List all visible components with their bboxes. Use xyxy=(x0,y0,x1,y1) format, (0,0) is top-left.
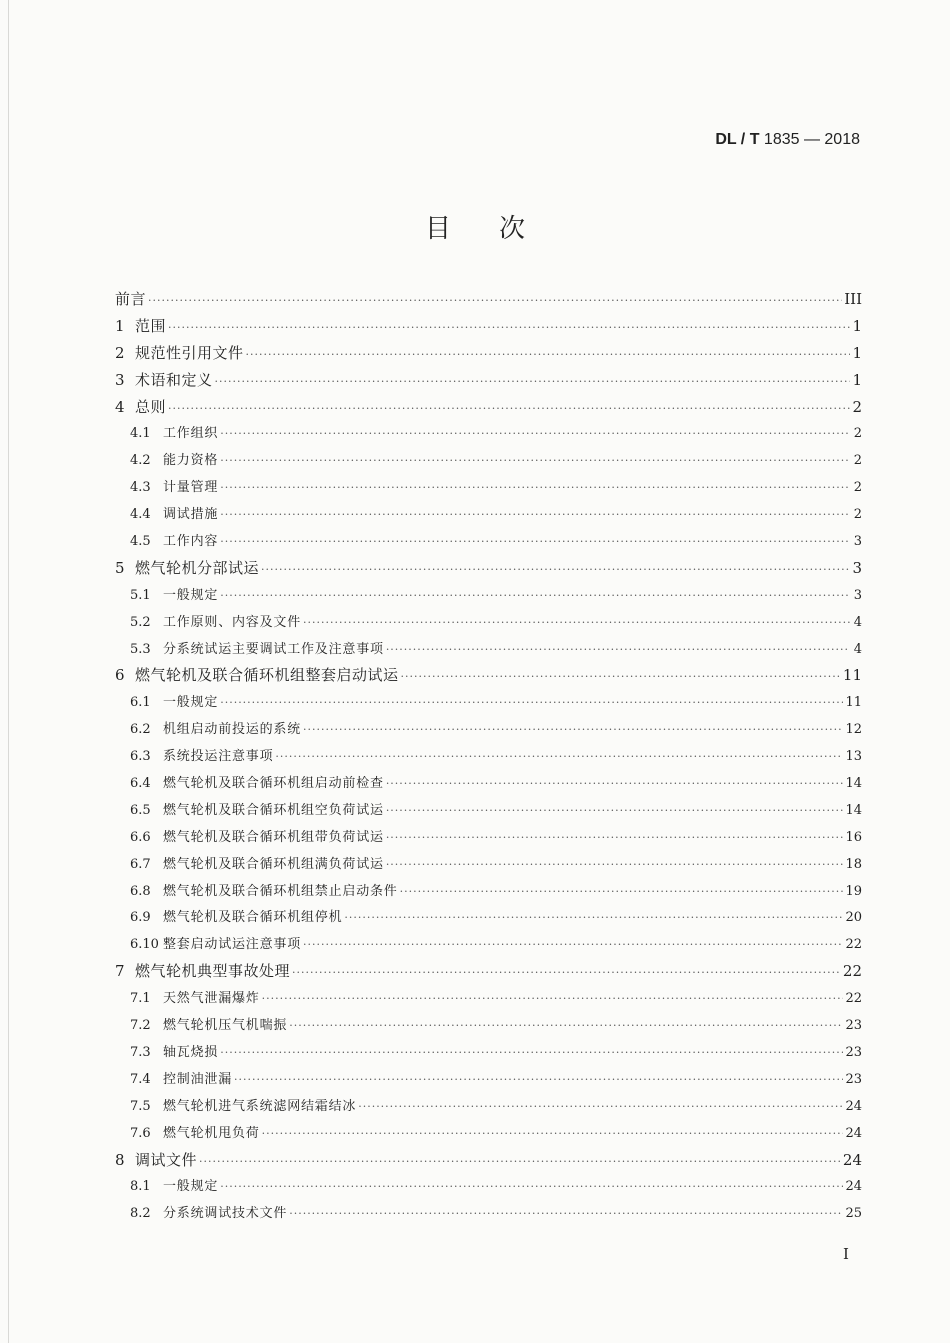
toc-leader-dots xyxy=(289,1207,843,1220)
toc-entry-number: 2 xyxy=(115,343,125,362)
toc-entry[interactable] xyxy=(115,1095,862,1122)
toc-entry[interactable] xyxy=(115,1041,862,1068)
toc-entry-number: 7 xyxy=(115,962,125,981)
toc-leader-dots xyxy=(289,1019,843,1032)
toc-entry-number: 7.5 xyxy=(130,1098,151,1114)
toc-entry-page: 23 xyxy=(845,1071,862,1087)
toc-entry-page: 1 xyxy=(852,316,862,335)
toc-leader-dots xyxy=(303,616,850,629)
toc-entry-number: 6.2 xyxy=(130,722,151,738)
toc-leader-dots xyxy=(401,670,841,683)
toc-leader-dots xyxy=(275,750,843,763)
toc-entry-page: 2 xyxy=(853,426,862,442)
toc-entry-label: 燃气轮机分部试运 xyxy=(135,558,260,577)
page-number: I xyxy=(843,1245,849,1263)
toc-entry[interactable] xyxy=(115,987,862,1014)
toc-entry[interactable] xyxy=(115,1175,862,1202)
toc-entry[interactable] xyxy=(115,422,862,449)
toc-entry[interactable] xyxy=(115,745,862,772)
toc-entry[interactable] xyxy=(115,449,862,476)
toc-leader-dots xyxy=(344,911,843,924)
toc-entry[interactable] xyxy=(115,960,862,987)
toc-entry-page: 19 xyxy=(845,883,862,899)
toc-entry[interactable] xyxy=(115,638,862,665)
toc-leader-dots xyxy=(220,589,850,602)
toc-entry[interactable] xyxy=(115,691,862,718)
toc-entry[interactable] xyxy=(115,315,862,342)
toc-entry-number: 6.3 xyxy=(130,749,151,765)
toc-entry-label: 范围 xyxy=(135,316,167,335)
toc-entry-label: 燃气轮机及联合循环机组整套启动试运 xyxy=(135,666,399,685)
toc-entry-label: 计量管理 xyxy=(163,480,219,496)
toc-entry-number: 5.3 xyxy=(130,641,151,657)
toc-leader-dots xyxy=(168,321,850,334)
toc-entry-page: 24 xyxy=(845,1125,862,1141)
toc-entry[interactable] xyxy=(115,530,862,557)
toc-entry-label: 分系统试运主要调试工作及注意事项 xyxy=(163,641,384,657)
toc-entry-number: 4.2 xyxy=(130,453,151,469)
toc-entry-number: 6.8 xyxy=(130,883,151,899)
toc-entry-page: 2 xyxy=(853,507,862,523)
toc-entry-number: 4.3 xyxy=(130,480,151,496)
toc-leader-dots xyxy=(234,1073,843,1086)
toc-leader-dots xyxy=(303,723,843,736)
toc-entry-number: 6.9 xyxy=(130,910,151,926)
toc-entry-number: 7.1 xyxy=(130,991,151,1007)
toc-entry-label: 燃气轮机及联合循环机组禁止启动条件 xyxy=(163,883,398,899)
toc-entry[interactable] xyxy=(115,369,862,396)
toc-entry-label: 天然气泄漏爆炸 xyxy=(163,991,260,1007)
toc-entry-number: 1 xyxy=(115,316,125,335)
toc-entry[interactable] xyxy=(115,880,862,907)
toc-entry-label: 控制油泄漏 xyxy=(163,1071,233,1087)
toc-entry[interactable] xyxy=(115,718,862,745)
toc-entry-label: 燃气轮机及联合循环机组停机 xyxy=(163,910,343,926)
toc-entry-label: 工作组织 xyxy=(163,426,219,442)
toc-entry-number: 5.2 xyxy=(130,614,151,630)
toc-entry-page: 13 xyxy=(845,749,862,765)
toc-leader-dots xyxy=(386,643,850,656)
toc-entry-label: 燃气轮机及联合循环机组满负荷试运 xyxy=(163,856,384,872)
toc-entry[interactable] xyxy=(115,611,862,638)
toc-entry-page: 12 xyxy=(845,722,862,738)
toc-entry-page: 4 xyxy=(853,614,862,630)
toc-entry-number: 6 xyxy=(115,666,125,685)
toc-leader-dots xyxy=(303,938,843,951)
toc-entry-page: 3 xyxy=(853,534,862,550)
toc-leader-dots xyxy=(262,1127,844,1140)
toc-leader-dots xyxy=(220,535,850,548)
toc-entry-page: 11 xyxy=(845,695,862,711)
standard-prefix: DL / T xyxy=(715,131,760,148)
toc-entry-page: 22 xyxy=(845,937,862,953)
toc-entry-number: 6.1 xyxy=(130,695,151,711)
toc-entry-page: 25 xyxy=(845,1206,862,1222)
toc-entry-number: 4.4 xyxy=(130,507,151,523)
toc-entry-label: 工作内容 xyxy=(163,534,219,550)
toc-entry-page: 14 xyxy=(845,802,862,818)
toc-leader-dots xyxy=(246,348,850,361)
toc-entry-page: 2 xyxy=(853,453,862,469)
toc-entry-page: 23 xyxy=(845,1018,862,1034)
toc-leader-dots xyxy=(358,1100,843,1113)
toc-entry[interactable] xyxy=(115,584,862,611)
toc-entry-number: 4 xyxy=(115,397,125,416)
toc-leader-dots xyxy=(261,563,850,576)
toc-entry-label: 一般规定 xyxy=(163,587,219,603)
toc-entry-page: III xyxy=(844,290,862,308)
toc-entry-label: 机组启动前投运的系统 xyxy=(163,722,302,738)
toc-entry-label: 分系统调试技术文件 xyxy=(163,1206,288,1222)
toc-entry-label: 总则 xyxy=(135,397,167,416)
toc-entry[interactable] xyxy=(115,1068,862,1095)
toc-entry-number: 6.5 xyxy=(130,802,151,818)
toc-entry-label: 轴瓦烧损 xyxy=(163,1044,219,1060)
toc-entry-page: 1 xyxy=(852,370,862,389)
toc-entry[interactable] xyxy=(115,288,862,315)
toc-entry-number: 6.6 xyxy=(130,829,151,845)
toc-leader-dots xyxy=(386,858,844,871)
toc-entry[interactable] xyxy=(115,1014,862,1041)
toc-entry[interactable] xyxy=(115,476,862,503)
toc-entry-label: 燃气轮机压气机喘振 xyxy=(163,1018,288,1034)
scan-edge-line xyxy=(8,0,9,1343)
standard-number: 1835 — 2018 xyxy=(763,131,860,148)
toc-entry[interactable] xyxy=(115,503,862,530)
toc-leader-dots xyxy=(220,454,850,467)
toc-entry-page: 16 xyxy=(845,829,862,845)
toc-entry-page: 22 xyxy=(845,991,862,1007)
toc-entry[interactable] xyxy=(115,664,862,691)
toc-entry-label: 工作原则、内容及文件 xyxy=(163,614,302,630)
toc-entry[interactable] xyxy=(115,933,862,960)
toc-leader-dots xyxy=(220,1046,843,1059)
toc-entry-page: 11 xyxy=(842,666,862,685)
toc-entry-label: 整套启动试运注意事项 xyxy=(163,937,302,953)
toc-entry[interactable] xyxy=(115,1202,862,1229)
toc-entry-label: 燃气轮机典型事故处理 xyxy=(135,962,291,981)
toc-leader-dots xyxy=(386,804,844,817)
toc-entry-page: 24 xyxy=(845,1179,862,1195)
toc-leader-dots xyxy=(220,1180,843,1193)
toc-entry-label: 规范性引用文件 xyxy=(135,343,244,362)
toc-entry[interactable] xyxy=(115,799,862,826)
toc-entry-page: 20 xyxy=(845,910,862,926)
toc-entry[interactable] xyxy=(115,1149,862,1176)
toc-entry-page: 4 xyxy=(853,641,862,657)
toc-entry-label: 前言 xyxy=(115,290,147,308)
toc-entry-number: 7.2 xyxy=(130,1018,151,1034)
toc-entry-label: 调试文件 xyxy=(135,1150,198,1169)
toc-entry-number: 7.4 xyxy=(130,1071,151,1087)
toc-leader-dots xyxy=(168,402,850,415)
toc-entry-page: 24 xyxy=(845,1098,862,1114)
toc-entry-number: 4.5 xyxy=(130,534,151,550)
toc-entry-label: 调试措施 xyxy=(163,507,219,523)
toc-leader-dots xyxy=(220,508,850,521)
toc-entry-label: 术语和定义 xyxy=(135,370,213,389)
toc-entry-page: 2 xyxy=(852,397,862,416)
toc-entry-label: 燃气轮机及联合循环机组空负荷试运 xyxy=(163,802,384,818)
toc-leader-dots xyxy=(386,831,844,844)
toc-entry-page: 1 xyxy=(852,343,862,362)
toc-leader-dots xyxy=(220,427,850,440)
standard-code xyxy=(715,131,860,149)
page-title: 目次 xyxy=(424,214,573,244)
toc-entry-number: 5 xyxy=(115,558,125,577)
toc-leader-dots xyxy=(220,696,843,709)
toc-entry-label: 能力资格 xyxy=(163,453,219,469)
toc-entry[interactable] xyxy=(115,396,862,423)
toc-entry-label: 燃气轮机及联合循环机组带负荷试运 xyxy=(163,829,384,845)
toc-entry-page: 14 xyxy=(845,776,862,792)
toc-leader-dots xyxy=(215,375,850,388)
toc-entry[interactable] xyxy=(115,772,862,799)
toc-entry-number: 6.4 xyxy=(130,776,151,792)
toc-entry-label: 燃气轮机甩负荷 xyxy=(163,1125,260,1141)
toc-entry-page: 23 xyxy=(845,1044,862,1060)
toc-entry-number: 6.7 xyxy=(130,856,151,872)
toc-leader-dots xyxy=(386,777,844,790)
toc-entry-label: 一般规定 xyxy=(163,695,219,711)
toc-entry[interactable] xyxy=(115,1122,862,1149)
toc-entry[interactable] xyxy=(115,342,862,369)
toc-entry-number: 8 xyxy=(115,1150,125,1169)
toc-leader-dots xyxy=(199,1155,841,1168)
table-of-contents xyxy=(115,288,862,1229)
toc-entry-page: 3 xyxy=(853,587,862,603)
toc-entry-page: 22 xyxy=(842,962,862,981)
toc-entry-number: 5.1 xyxy=(130,587,151,603)
toc-entry-label: 燃气轮机及联合循环机组启动前检查 xyxy=(163,776,384,792)
toc-entry-number: 8.2 xyxy=(130,1206,151,1222)
toc-leader-dots xyxy=(148,294,842,307)
toc-leader-dots xyxy=(220,481,850,494)
toc-entry-number: 6.10 xyxy=(130,937,159,953)
toc-entry-page: 2 xyxy=(853,480,862,496)
toc-entry[interactable] xyxy=(115,557,862,584)
toc-entry-label: 系统投运注意事项 xyxy=(163,749,274,765)
toc-leader-dots xyxy=(400,885,844,898)
toc-entry[interactable] xyxy=(115,906,862,933)
toc-entry-page: 18 xyxy=(845,856,862,872)
toc-entry-number: 7.3 xyxy=(130,1044,151,1060)
toc-entry-number: 3 xyxy=(115,370,125,389)
toc-entry-number: 7.6 xyxy=(130,1125,151,1141)
toc-entry-page: 3 xyxy=(852,558,862,577)
toc-entry-page: 24 xyxy=(842,1150,862,1169)
toc-entry-number: 8.1 xyxy=(130,1179,151,1195)
toc-leader-dots xyxy=(262,992,844,1005)
toc-leader-dots xyxy=(292,966,841,979)
toc-entry[interactable] xyxy=(115,853,862,880)
toc-entry[interactable] xyxy=(115,826,862,853)
toc-entry-number: 4.1 xyxy=(130,426,151,442)
toc-entry-label: 燃气轮机进气系统滤网结霜结冰 xyxy=(163,1098,357,1114)
toc-entry-label: 一般规定 xyxy=(163,1179,219,1195)
